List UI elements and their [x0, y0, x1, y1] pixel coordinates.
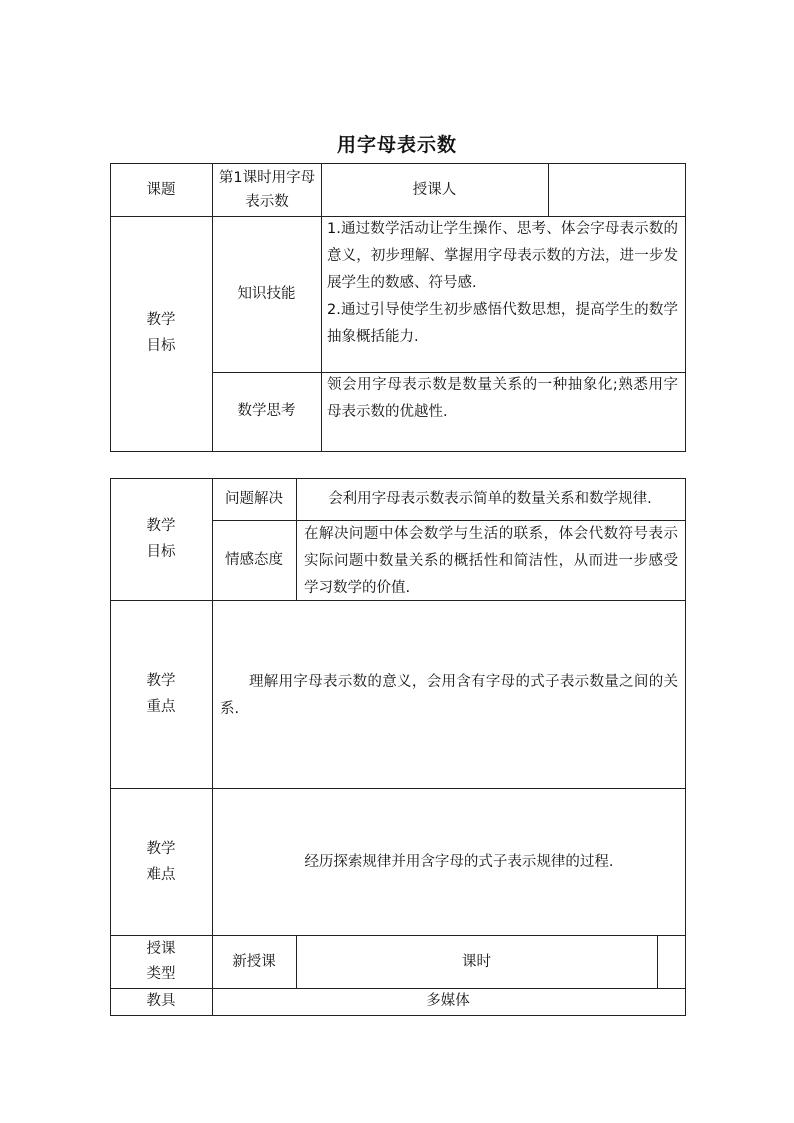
lecturer-label: 授课人 [412, 181, 457, 198]
key-point-text: 理解用字母表示数的意义，会用含有字母的式子表示数量之间的关系. [220, 674, 678, 717]
knowledge-text-1: 1.通过数学活动让学生操作、思考、体会字母表示数的意义，初步理解、掌握用字母表示数的方法，进一步发展学生的数感、符号感. [327, 221, 678, 291]
goals-label-continued: 教学目标 [146, 518, 176, 560]
math-thinking-label: 数学思考 [237, 403, 296, 419]
knowledge-text [327, 216, 678, 351]
key-point-label: 教学重点 [146, 673, 176, 715]
tools-label: 教具 [146, 993, 176, 1009]
problem-text: 会利用字母表示数表示简单的数量关系和数学规律. [328, 491, 652, 507]
period-value [657, 935, 684, 988]
emotion-label: 情感态度 [225, 552, 283, 568]
problem-label: 问题解决 [225, 491, 283, 507]
math-thinking-text: 领会用字母表示数是数量关系的一种抽象化;熟悉用字母表示数的优越性. [327, 377, 678, 420]
difficulty-text: 经历探索规律并用含字母的式子表示规律的过程. [304, 853, 614, 870]
knowledge-label: 知识技能 [237, 286, 296, 302]
lesson-type-label: 授课类型 [146, 940, 176, 982]
difficulty-label: 教学难点 [146, 840, 176, 883]
page-title: 用字母表示数 [336, 134, 457, 156]
topic-label: 课题 [146, 181, 176, 198]
lecturer-value [548, 163, 684, 216]
emotion-text: 在解决问题中体会数学与生活的联系，体会代数符号表示实际问题中数量关系的概括性和简洁性，从而进一步感受学习数学的价值. [304, 526, 678, 596]
knowledge-text-2: 2.通过引导使学生初步感悟代数思想，提高学生的数学抽象概括能力. [327, 302, 678, 345]
tools-value: 多媒体 [426, 993, 470, 1009]
goals-label: 教学目标 [146, 312, 176, 354]
lesson-type-value: 新授课 [232, 953, 276, 970]
topic-value: 第1课时用字母表示数 [218, 169, 316, 210]
period-label: 课时 [462, 953, 491, 970]
